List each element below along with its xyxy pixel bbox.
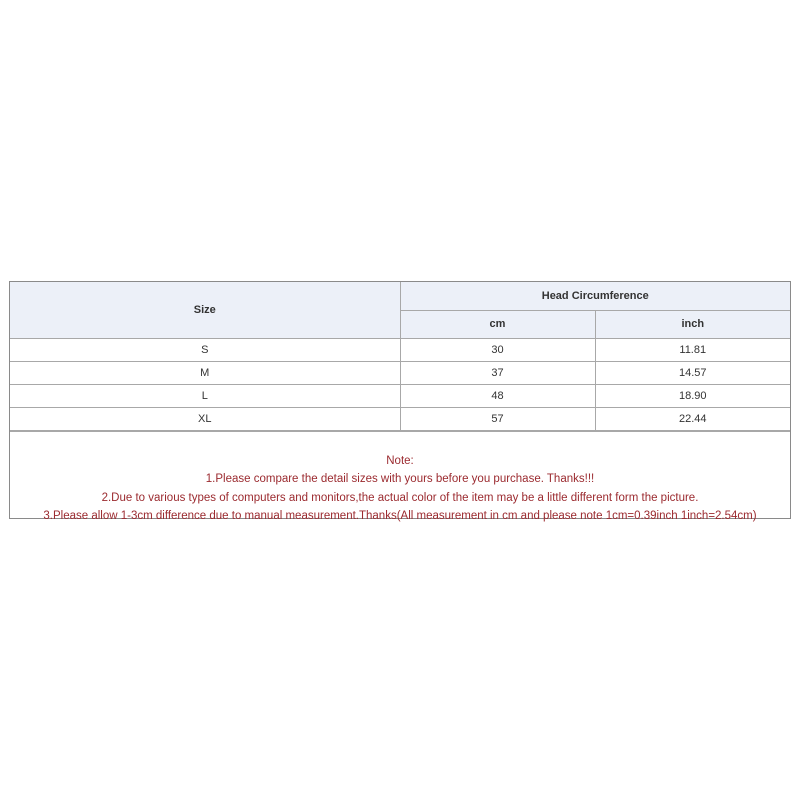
size-chart [9, 281, 791, 522]
inch-cell: 14.57 [595, 361, 790, 384]
table-row [10, 384, 790, 407]
size-cell: S [10, 338, 400, 361]
inch-cell: 22.44 [595, 407, 790, 430]
notes-section [10, 431, 790, 526]
note-line-1: 1.Please compare the detail sizes with yours before you purchase. Thanks!!! [205, 473, 595, 485]
size-cell: L [10, 384, 400, 407]
size-cell: XL [10, 407, 400, 430]
note-line-2: 2.Due to various types of computers and monitors,the actual color of the item may be a little different form the picture. [101, 491, 699, 504]
cm-cell: 37 [400, 361, 595, 384]
table-row [10, 407, 790, 430]
header-row [10, 282, 790, 310]
table-row [10, 361, 790, 384]
inch-cell: 11.81 [595, 338, 790, 361]
note-line-3: 3.Please allow 1-3cm difference due to manual measurement.Thanks(All measurement in cm and please note 1cm=0.39inch 1inch=2.54cm) [43, 510, 757, 522]
inch-column-header: inch [595, 310, 790, 338]
size-column-header: Size [10, 282, 400, 338]
cm-column-header: cm [400, 310, 595, 338]
size-cell: M [10, 361, 400, 384]
cm-cell: 48 [400, 384, 595, 407]
inch-cell: 18.90 [595, 384, 790, 407]
cm-cell: 57 [400, 407, 595, 430]
table-row [10, 338, 790, 361]
head-circumference-header: Head Circumference [400, 282, 790, 310]
size-table [10, 282, 790, 431]
note-title: Note: [386, 454, 414, 467]
cm-cell: 30 [400, 338, 595, 361]
